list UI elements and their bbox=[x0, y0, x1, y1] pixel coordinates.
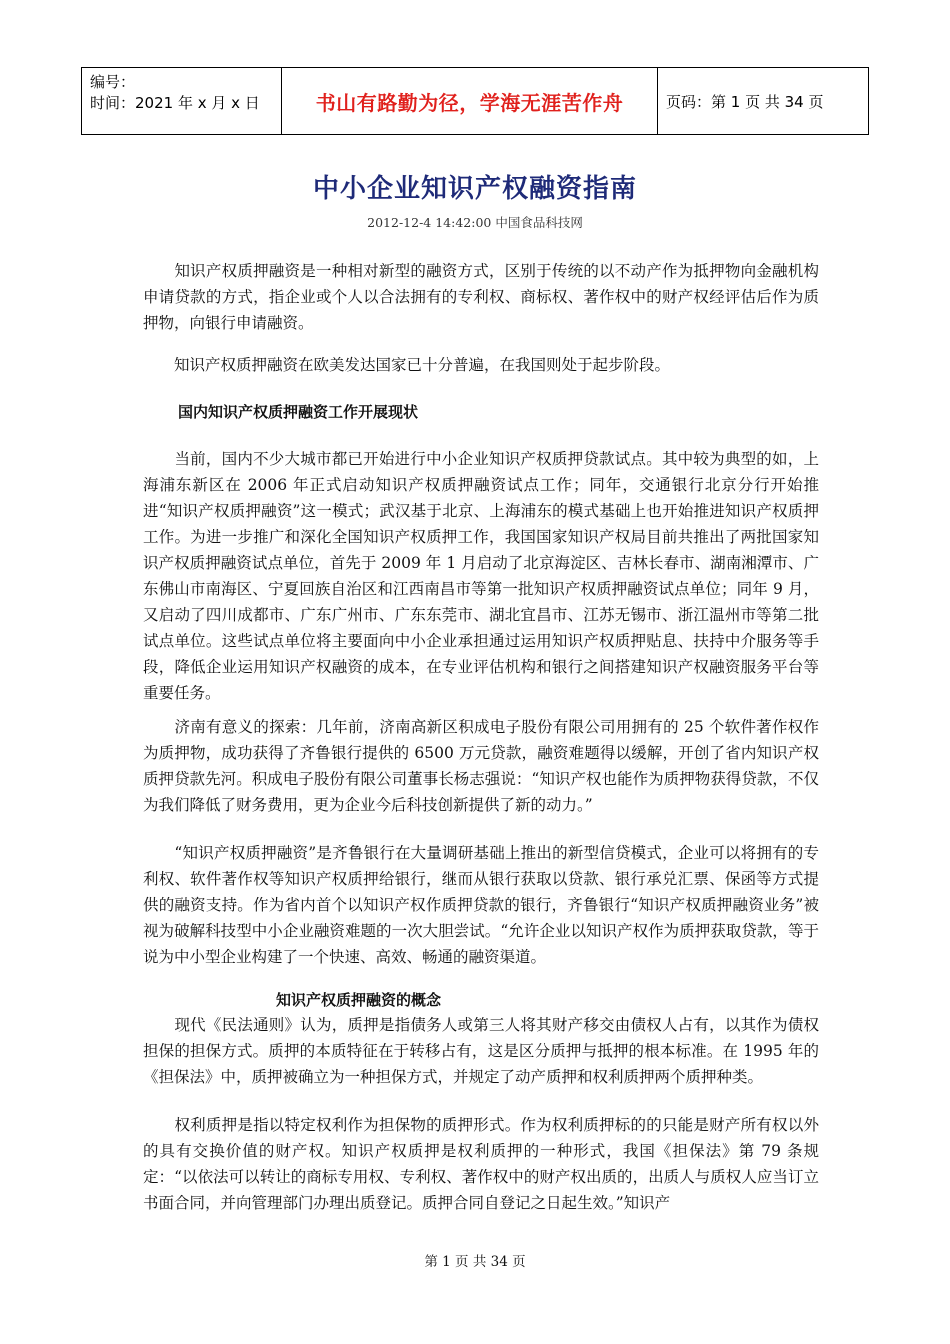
header-page-info: 页码：第 1 页 共 34 页 bbox=[666, 92, 824, 111]
paragraph-domestic: 当前，国内不少大城市都已开始进行中小企业知识产权质押贷款试点。其中较为典型的如，上海浦东新区在 2006 年正式启动知识产权质押融资试点工作；同年，交通银行北京分行开始推进“知识产权质押融资”这一模式；武汉基于北京、上海浦东的模式基础上也开始推进知识产权质押工作。为进一步推广和深化全国知识产权质押工作，我国国家知识产权局目前共推出了两批国家知识产权质押融资试点单位，首先于 2009 年 1 月启动了北京海淀区、吉林长春市、湖南湘潭市、广东佛山市南海区、宁夏回族自治区和江西南昌市等第一批知识产权质押融资试点单位；同年 9 月，又启动了四川成都市、广东广州市、广东东莞市、湖北宜昌市、江苏无锡市、浙江温州市等第二批试点单位。这些试点单位将主要面向中小企业承担通过运用知识产权质押贴息、扶持中介服务等手段，降低企业运用知识产权融资的成本，在专业评估机构和银行之间搭建知识产权融资服务平台等重要任务。 bbox=[143, 450, 819, 702]
document-meta: 2012-12-4 14:42:00 中国食品科技网 bbox=[367, 215, 583, 230]
paragraph-qilu-bank: “知识产权质押融资”是齐鲁银行在大量调研基础上推出的新型信贷模式，企业可以将拥有的专利权、软件著作权等知识产权质押给银行，继而从银行获取以贷款、银行承兑汇票、保函等方式提供的融资支持。作为省内首个以知识产权作质押贷款的银行，齐鲁银行“知识产权质押融资业务”被视为破解科技型中小企业融资难题的一次大胆尝试。“允许企业以知识产权作为质押获取贷款，等于说为中小型企业构建了一个快速、高效、畅通的融资渠道。 bbox=[143, 844, 819, 966]
paragraph-intro: 知识产权质押融资是一种相对新型的融资方式，区别于传统的以不动产作为抵押物向金融机构申请贷款的方式，指企业或个人以合法拥有的专利权、商标权、著作权中的财产权经评估后作为质押物，向银行申请融资。 bbox=[143, 262, 819, 332]
paragraph-rights-pledge: 权利质押是指以特定权利作为担保物的质押形式。作为权利质押标的的只能是财产所有权以外的具有交换价值的财产权。知识产权质押是权利质押的一种形式，我国《担保法》第 79 条规定：“以依法可以转让的商标专用权、专利权、著作权中的财产权出质的，出质人与质权人应当订立书面合同，并向管理部门办理出质登记。质押合同自登记之日起生效。”知识产 bbox=[143, 1116, 819, 1212]
header-table bbox=[81, 67, 869, 135]
time-label: 时间：2021 年 x 月 x 日 bbox=[90, 94, 260, 112]
paragraph-status: 知识产权质押融资在欧美发达国家已十分普遍，在我国则处于起步阶段。 bbox=[143, 356, 671, 374]
section-heading-domestic: 国内知识产权质押融资工作开展现状 bbox=[178, 403, 419, 421]
page-footer: 第 1 页 共 34 页 bbox=[424, 1254, 526, 1270]
header-meta-cell bbox=[82, 68, 282, 134]
header-motto: 书山有路勤为径，学海无涯苦作舟 bbox=[282, 68, 658, 134]
document-title: 中小企业知识产权融资指南 bbox=[312, 174, 637, 204]
section-heading-concept: 知识产权质押融资的概念 bbox=[276, 991, 442, 1009]
serial-number-label: 编号： bbox=[90, 73, 136, 91]
paragraph-jinan: 济南有意义的探索：几年前，济南高新区积成电子股份有限公司用拥有的 25 个软件著作权作为质押物，成功获得了齐鲁银行提供的 6500 万元贷款，融资难题得以缓解，开创了省内知识产权质押贷款先河。积成电子股份有限公司董事长杨志强说：“知识产权也能作为质押物获得贷款，不仅为我们降低了财务费用，更为企业今后科技创新提供了新的动力。” bbox=[143, 718, 819, 814]
paragraph-concept: 现代《民法通则》认为，质押是指债务人或第三人将其财产移交由债权人占有，以其作为债权担保的担保方式。质押的本质特征在于转移占有，这是区分质押与抵押的根本标准。在 1995 年的《担保法》中，质押被确立为一种担保方式，并规定了动产质押和权利质押两个质押种类。 bbox=[143, 1016, 819, 1086]
